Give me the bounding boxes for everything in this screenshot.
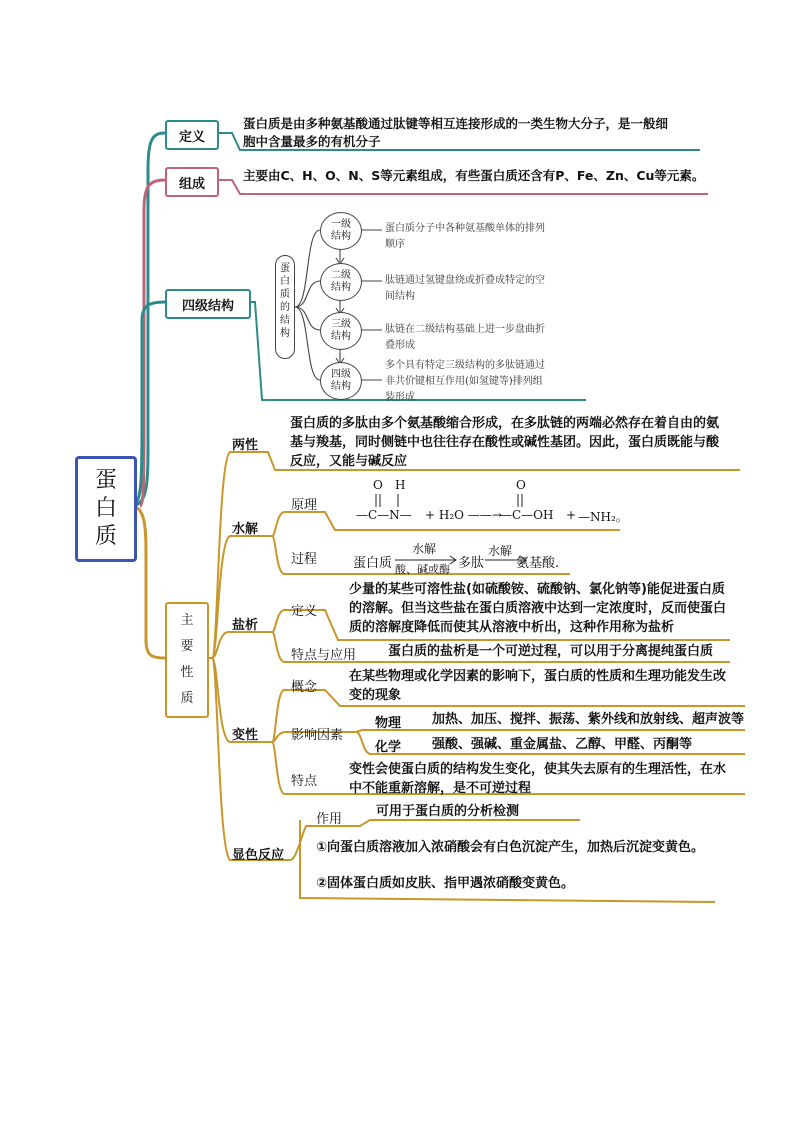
salting-def-line-3: 质的溶解度降低而使其从溶液中析出，这种作用称为盐析	[349, 620, 675, 635]
level-desc-line: 顺序	[385, 239, 405, 250]
salting-label: 盐析	[232, 618, 259, 633]
root-char: 质	[94, 524, 117, 549]
formula-oxygen-2: O	[516, 478, 526, 492]
formula-carboxyl: —C—OH	[500, 508, 554, 522]
salting-def-line-1: 少量的某些可溶性盐(如硫酸铵、硫酸钠、氯化钠等)能促进蛋白质	[349, 582, 725, 597]
formula-hydrogen: H	[395, 478, 406, 492]
pill-char: 结	[280, 315, 290, 326]
level-desc-line: 叠形成	[385, 340, 415, 351]
level-name: 结构	[331, 282, 351, 293]
chemical-label: 化学	[375, 740, 402, 755]
root-char: 蛋	[94, 468, 117, 493]
process-arrow1-top: 水解	[412, 542, 437, 556]
salting-def-line-2: 的溶解。但当这些盐在蛋白质溶液中达到一定浓度时，反而使蛋白	[349, 601, 727, 616]
denature-concept-line-2: 变的现象	[349, 688, 402, 703]
amphoteric-line-2: 基与羧基，同时侧链中也往往存在酸性或碱性基团。因此，蛋白质既能与酸	[290, 435, 720, 450]
pill-char: 白	[280, 276, 290, 287]
level-desc-line: 装形成	[385, 392, 415, 403]
level-name: 三级	[331, 319, 351, 330]
amphoteric-line-1: 蛋白质的多肽由多个氨基酸缩合形成，在多肽链的两端必然存在着自由的氨	[290, 416, 720, 431]
level-desc-line: 蛋白质分子中各种氨基酸单体的排列	[385, 223, 545, 234]
level-name: 结构	[331, 331, 351, 342]
formula-amino: —NH₂。	[578, 510, 628, 524]
main-props-char: 质	[180, 691, 194, 706]
denature-feature-line-2: 中不能重新溶解，是不可逆过程	[349, 781, 532, 796]
denature-feature-line-1: 变性会使蛋白质的结构发生变化，使其失去原有的生理活性，在水	[349, 762, 727, 777]
denature-factors-label: 影响因素	[291, 728, 344, 743]
hydrolysis-process-label: 过程	[291, 552, 318, 567]
process-arrow1-bottom: 酸、碱或酶	[395, 563, 450, 576]
composition-text: 主要由C、H、O、N、S等元素组成，有些蛋白质还含有P、Fe、Zn、Cu等元素。	[243, 168, 705, 183]
level-desc-line: 肽链在二级结构基础上进一步盘曲折	[385, 324, 545, 335]
formula-peptide-bond: —C—N—	[356, 508, 412, 522]
color-use-text: 可用于蛋白质的分析检测	[376, 804, 520, 819]
salting-feature-text: 蛋白质的盐析是一个可逆过程，可以用于分离提纯蛋白质	[388, 644, 714, 659]
denature-concept-label: 概念	[291, 680, 318, 695]
chemical-factors: 强酸、强碱、重金属盐、乙醇、甲醛、丙酮等	[432, 737, 693, 752]
color-item-1: ①向蛋白质溶液加入浓硝酸会有白色沉淀产生，加热后沉淀变黄色。	[316, 840, 705, 855]
salting-feature-label: 特点与应用	[291, 648, 357, 663]
composition-label: 组成	[178, 176, 205, 192]
amphoteric-label: 两性	[232, 438, 259, 453]
hydrolysis-label: 水解	[232, 522, 259, 537]
level-name: 四级	[331, 369, 351, 380]
process-amino-acid: 氨基酸.	[516, 556, 560, 571]
pill-char: 构	[280, 328, 290, 339]
formula-plus: +	[566, 508, 577, 522]
process-arrow2-top: 水解	[488, 544, 513, 558]
definition-label: 定义	[178, 129, 205, 145]
level-desc-line: 肽链通过氢键盘绕或折叠成特定的空	[385, 275, 545, 286]
main-props-char: 要	[180, 639, 194, 654]
salting-def-label: 定义	[291, 604, 318, 619]
physical-label: 物理	[375, 716, 402, 731]
color-use-label: 作用	[316, 812, 343, 827]
physical-factors: 加热、加压、搅拌、振荡、紫外线和放射线、超声波等	[432, 712, 745, 727]
color-item-2: ②固体蛋白质如皮肤、指甲遇浓硝酸变黄色。	[316, 876, 575, 891]
level-name: 结构	[331, 231, 351, 242]
level-desc-line: 间结构	[385, 291, 415, 302]
four-level-label: 四级结构	[181, 298, 234, 314]
color-reaction-label: 显色反应	[232, 848, 285, 863]
definition-text-line-2: 胞中含量最多的有机分子	[243, 134, 381, 149]
pill-char: 蛋	[280, 263, 290, 274]
process-protein: 蛋白质	[353, 556, 393, 571]
pill-char: 质	[280, 289, 290, 300]
process-peptide: 多肽	[458, 556, 485, 571]
main-props-char: 主	[180, 613, 194, 628]
denature-feature-label: 特点	[291, 774, 318, 789]
pill-char: 的	[280, 302, 290, 313]
hydrolysis-principle-label: 原理	[291, 498, 318, 513]
formula-water: + H₂O ——→	[425, 508, 502, 522]
level-name: 二级	[331, 270, 351, 281]
formula-oxygen-1: O	[373, 478, 383, 492]
level-name: 一级	[331, 219, 351, 230]
denature-concept-line-1: 在某些物理或化学因素的影响下，蛋白质的性质和生理功能发生改	[349, 669, 727, 684]
amphoteric-line-3: 反应，又能与碱反应	[290, 454, 408, 469]
root-char: 白	[94, 496, 117, 521]
denature-label: 变性	[232, 728, 259, 743]
definition-text-line-1: 蛋白质是由多种氨基酸通过肽键等相互连接形成的一类生物大分子，是一般细	[243, 116, 669, 131]
level-name: 结构	[331, 381, 351, 392]
level-desc-line: 多个具有特定三级结构的多肽链通过	[385, 360, 545, 371]
level-desc-line: 非共价键相互作用(如氢键等)排列组	[385, 376, 543, 387]
main-props-char: 性	[180, 665, 194, 680]
